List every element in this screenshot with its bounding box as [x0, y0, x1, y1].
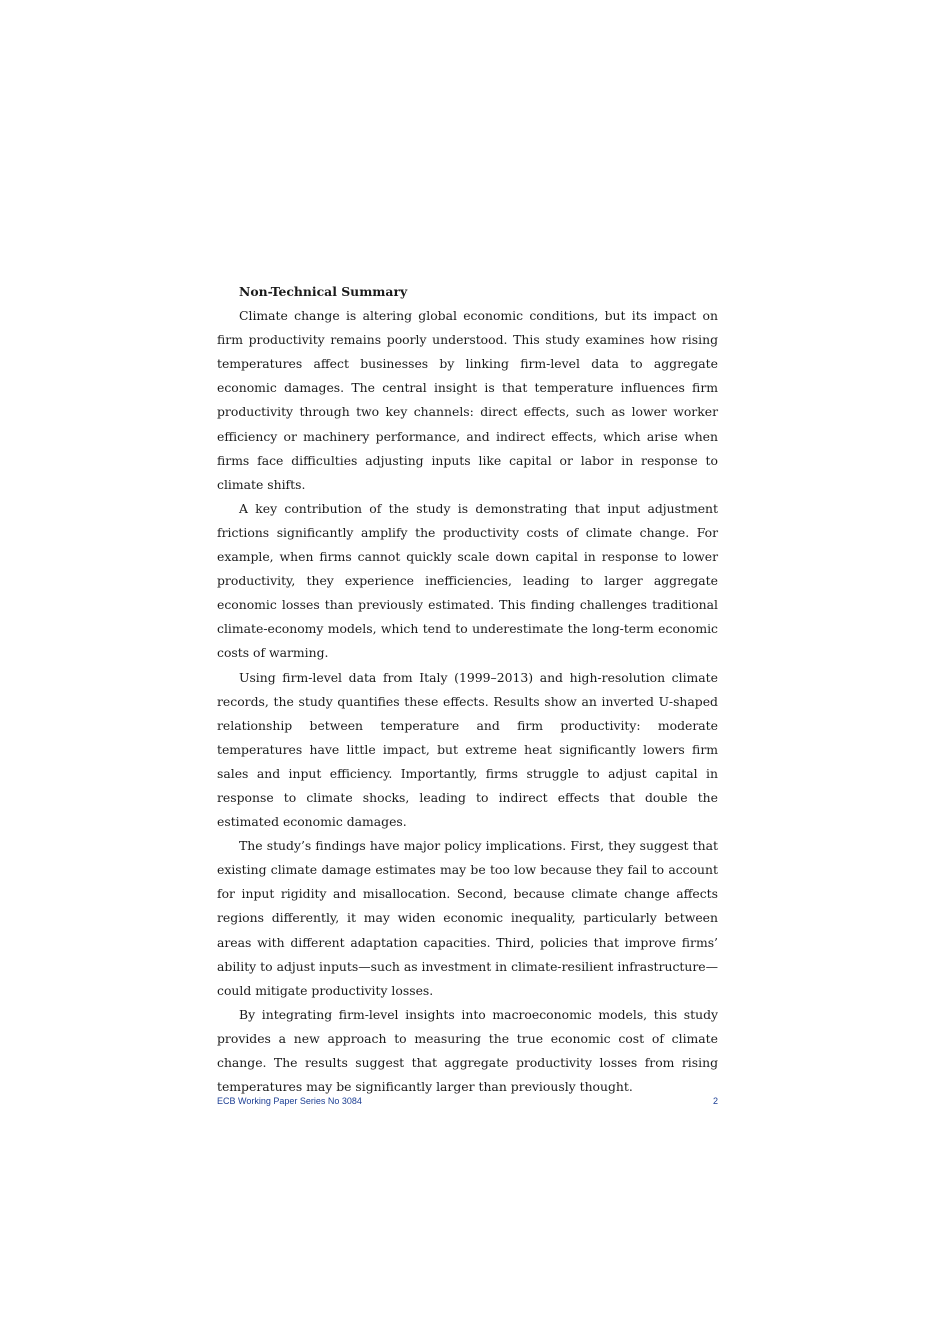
paragraph-3: Using firm-level data from Italy (1999–2013) and high-resolution climate records, the study quantifies these effects. Results show an inverted U-shaped relationship between temperature and firm productivity: moderate temperatures have little impact, but extreme heat significantly lowers firm sales and input efficiency. Importantly, firms struggle to adjust capital in response to climate shocks, leading to indirect effects that double the estimated economic damages.: [217, 669, 718, 830]
footer-page-number: 2: [712, 1096, 718, 1106]
footer-series-label: ECB Working Paper Series No 3084: [217, 1096, 362, 1106]
paragraph-5: By integrating firm-level insights into macroeconomic models, this study provides a new approach to measuring the true economic cost of climate change. The results suggest that aggregate productivity losses from rising temperatures may be significantly larger than previously thought.: [217, 1006, 718, 1095]
paragraph-2: A key contribution of the study is demonstrating that input adjustment frictions significantly amplify the productivity costs of climate change. For example, when firms cannot quickly scale down capital in response to lower productivity, they experience inefficiencies, leading to larger aggregate economic losses than previously estimated. This finding challenges traditional climate-economy models, which tend to underestimate the long-term economic costs of warming.: [217, 500, 718, 661]
paragraph-4: The study’s findings have major policy implications. First, they suggest that existing climate damage estimates may be too low because they fail to account for input rigidity and misallocation. Second, because climate change affects regions differently, it may widen economic inequality, particularly between areas with different adaptation capacities. Third, policies that improve firms’ ability to adjust inputs—such as investment in climate-resilient infrastructure—could mitigate productivity losses.: [217, 838, 718, 998]
summary-section: [217, 280, 718, 1099]
section-heading: Non-Technical Summary: [239, 284, 408, 299]
paragraph-1: Climate change is altering global economic conditions, but its impact on firm productivity remains poorly understood. This study examines how rising temperatures affect businesses by linking firm-level data to aggregate economic damages. The central insight is that temperature influences firm productivity through two key channels: direct effects, such as lower worker efficiency or machinery performance, and indirect effects, which arise when firms face difficulties adjusting inputs like capital or labor in response to climate shifts.: [217, 308, 718, 492]
